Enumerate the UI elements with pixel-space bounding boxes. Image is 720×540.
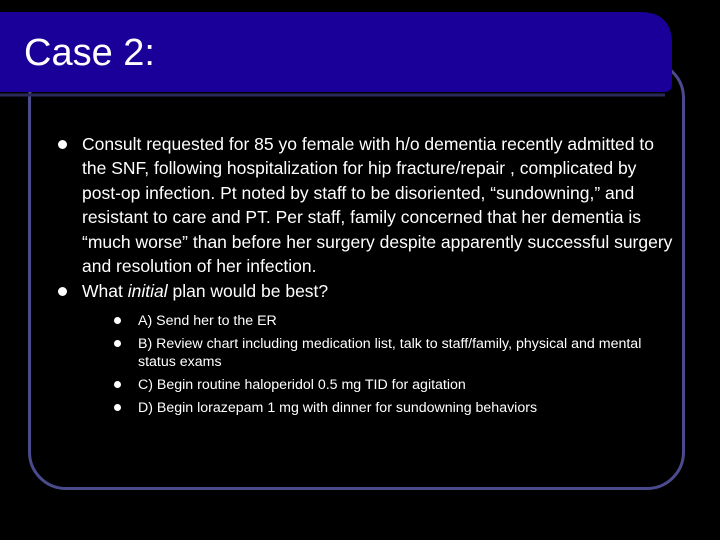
main-bullet-list [58, 132, 678, 417]
sub-bullet-dot-icon [114, 340, 121, 347]
option-d-text: D) Begin lorazepam 1 mg with dinner for sundowning behaviors [138, 399, 538, 416]
case-description-text: Consult requested for 85 yo female with h/o dementia recently admitted to the SNF, following hospitalization for hip fracture/repair , complicated by post-op infection. Pt noted by staff to be disoriented, “sundowning,” and resistant to care and PT. Per staff, family concerned that her dementia is “much worse” than before her surgery despite apparently successful surgery and resolution of her infection. [82, 134, 673, 277]
bullet-case-description [58, 132, 678, 278]
question-text-before: What [82, 281, 128, 302]
option-c-text: C) Begin routine haloperidol 0.5 mg TID for agitation [138, 376, 466, 393]
question-emphasis: initial [127, 281, 168, 302]
bullet-question [58, 279, 678, 416]
option-b-text: B) Review chart including medication list, talk to staff/family, physical and mental status exams [138, 335, 642, 370]
bullet-dot-icon [58, 140, 67, 149]
option-c [82, 376, 678, 394]
answer-options-list [82, 312, 678, 417]
option-a-text: A) Send her to the ER [138, 312, 277, 329]
bullet-dot-icon [58, 287, 67, 296]
slide-content [58, 132, 678, 422]
option-b [82, 335, 678, 371]
slide-title: Case 2: [24, 32, 155, 74]
option-d [82, 399, 678, 417]
sub-bullet-dot-icon [114, 317, 121, 324]
question-text-after: plan would be best? [167, 281, 329, 302]
option-a [82, 312, 678, 330]
title-bar [0, 0, 720, 110]
sub-bullet-dot-icon [114, 381, 121, 388]
sub-bullet-dot-icon [114, 404, 121, 411]
